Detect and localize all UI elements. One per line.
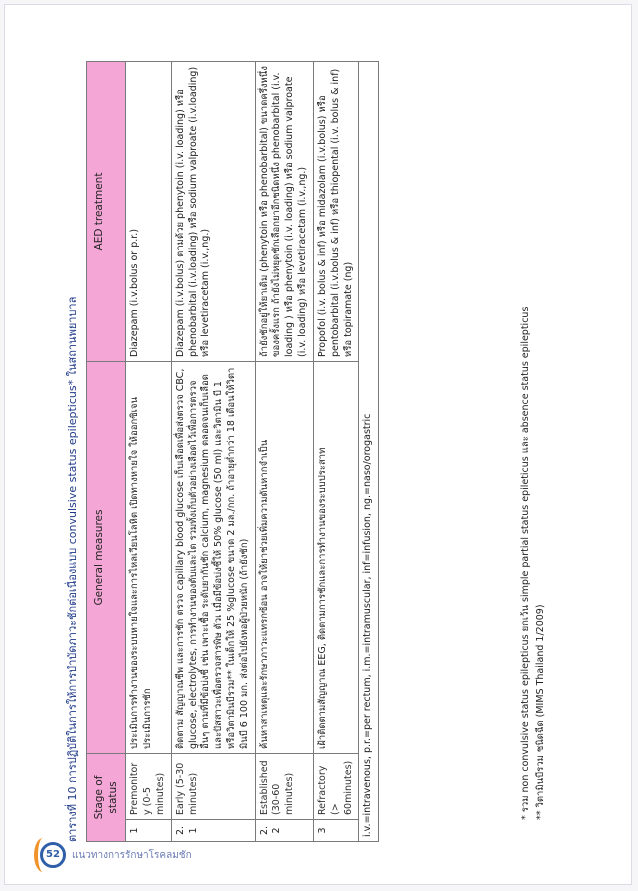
row-number: 3 bbox=[313, 820, 358, 842]
stage-cell: Established (30-60 minutes) bbox=[255, 754, 313, 820]
stage-cell: Refractory (> 60minutes) bbox=[313, 754, 358, 820]
row-number: 2.1 bbox=[171, 820, 255, 842]
stage-cell: Early (5-30 minutes) bbox=[171, 754, 255, 820]
table-header-row bbox=[87, 62, 126, 842]
footnote-2: ** วิตามินบีรวม ชนิดฉีด (MIMS Thailand 1/2009) bbox=[535, 604, 547, 820]
guide-title: แนวทางการรักษาโรคลมชัก bbox=[72, 850, 192, 861]
table-row bbox=[126, 62, 171, 842]
table-footer-row bbox=[359, 62, 379, 842]
general-measures-cell: ประเมินการทำงานของระบบหายใจและการไหลเวียนโลหิต เปิดทางหายใจ ให้ออกซิเจน ประเมินการชัก bbox=[126, 362, 171, 754]
page-number-badge: 52 bbox=[40, 842, 66, 868]
table-row bbox=[313, 62, 358, 842]
footnote-1: * รวม non convulsive status epilepticus ยกเว้น simple partial status epileticus และ absence status epilepticus bbox=[520, 306, 531, 820]
general-measures-cell: ติดตาม สัญญาณชีพ และการชัก ตรวจ capillary blood glucose เก็บเลือดเพื่อส่งตรวจ CBC, glucose, electrolytes, การทำงานของตับและไต รวมทั้งเก็บตัวอย่างเลือดไว้เพื่อการตรวจอื่นๆ ตามที่มีข้อบ่งชี้ เช่น เพาะเชื้อ ระดับยากันชัก calcium, magnesium ตลอดจนเก็บเลือดและปัสสาวะเพื่อตรวจสารพิษ ตัวเ เมื่อมีข้อบ่งชี้ให้ 50% glucose (50 ml) และวิตามิน บี 1 หรือวิตามินบีรวม** ในเด็กให้ 25 %glucose ขนาด 2 มล./กก. ถ้าอายุต่ำกว่า 18 เดือนให้วิตามินบี 6 100 มก. ส่งต่อไปยังหอผู้ป่วยหนัก (ถ้ายังชัก) bbox=[171, 362, 255, 754]
header-stage: Stage of status bbox=[87, 754, 126, 842]
aed-treatment-cell: Diazepam (i.v.bolus) ตามด้วย phenytoin (i.v. loading) หรือ phenobarbital (i.v.loading) หรือ sodium valproate (i.v.loading) หรือ levetiracetam (i.v.,ng.) bbox=[171, 62, 255, 362]
aed-treatment-cell: Propofol (i.v. bolus & inf) หรือ midazolam (i.v.bolus) หรือ pentobarbital (i.v.bolus & inf) หรือ thiopental (i.v. bolus & inf) หรือ topiramate (ng) bbox=[313, 62, 358, 362]
table-row bbox=[171, 62, 255, 842]
footnotes bbox=[518, 62, 548, 842]
row-number: 2.2 bbox=[255, 820, 313, 842]
table-row bbox=[255, 62, 313, 842]
aed-treatment-cell: Diazepam (i.v.bolus or p.r.) bbox=[126, 62, 171, 362]
abbreviations-note: i.v.=intravenous, p.r.=per rectum, i.m.=intramuscular, inf=infusion, ng.=naso/orogastric bbox=[359, 62, 379, 842]
header-aed-treatment: AED treatment bbox=[87, 62, 126, 362]
header-general-measures: General measures bbox=[87, 362, 126, 754]
general-measures-cell: ค้นหาสาเหตุและรักษาภาวะแทรกซ้อน อาจให้ยาช่วยเพิ่มความดันหากจำเป็น bbox=[255, 362, 313, 754]
row-number: 1 bbox=[126, 820, 171, 842]
general-measures-cell: เฝ้าติดตามสัญญาณ EEG, ติดตามการชักและการทำงานของระบบประสาท bbox=[313, 362, 358, 754]
treatment-table bbox=[86, 61, 379, 842]
rotated-content bbox=[60, 62, 590, 842]
aed-treatment-cell: ถ้ายังชักอยู่ให้ยาเดิม (phenytoin หรือ phenobarbital) ขนาดครึ่งหนึ่งของครั้งแรก ถ้ายังไม่หยุดชักเลือกยาอีกชนิดหนึ่ง phenobarbital (i.v. loading ) หรือ phenytoin (i.v. loading) หรือ sodium valproate (i.v. loading) หรือ levetiracetam (i.v.,ng.) bbox=[255, 62, 313, 362]
table-caption: ตารางที่ 10 การปฏิบัติในการให้การบำบัดภาวะชักต่อเนื่องแบบ convulsive status epilepticus* ในสถานพยาบาล bbox=[66, 296, 79, 842]
stage-cell: Premonitory (0-5 minutes) bbox=[126, 754, 171, 820]
